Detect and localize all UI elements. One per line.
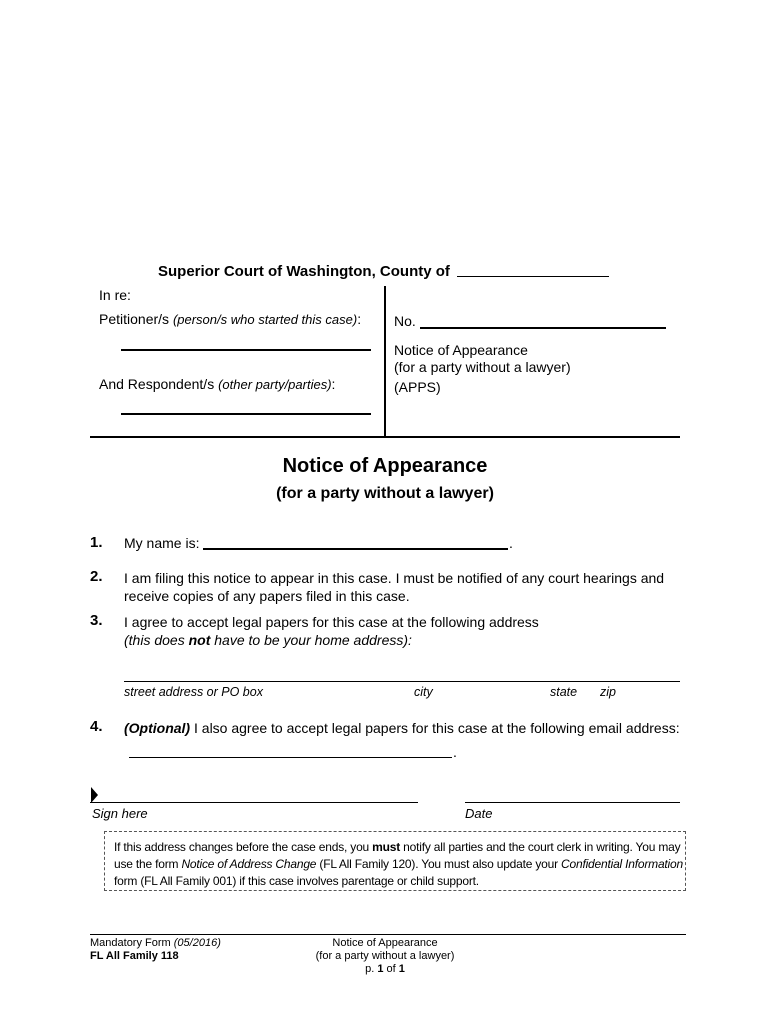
name-field[interactable] <box>203 548 508 550</box>
optional-label: (Optional) <box>124 720 191 736</box>
doc-code: (APPS) <box>394 379 441 395</box>
address-street-label: street address or PO box <box>124 685 263 699</box>
case-number-field[interactable] <box>420 327 666 329</box>
name-period: . <box>509 535 513 551</box>
sign-here-label: Sign here <box>92 806 148 821</box>
petitioner-name-field[interactable] <box>121 349 371 351</box>
address-zip-label: zip <box>600 685 616 699</box>
item-3-number: 3. <box>90 612 103 629</box>
petitioner-label: Petitioner/s (person/s who started this case): <box>99 311 362 327</box>
footer-left: Mandatory Form (05/2016) FL All Family 118 <box>90 937 221 962</box>
case-no-label: No. <box>394 313 416 329</box>
in-re-label: In re: <box>99 287 131 303</box>
page-title: Notice of Appearance <box>282 455 488 477</box>
email-statement: (Optional) I also agree to accept legal papers for this case at the following email address: <box>124 720 680 736</box>
petitioner-hint: (person/s who started this case) <box>172 312 358 327</box>
address-field[interactable] <box>124 681 680 682</box>
caption-rule <box>90 436 680 438</box>
item-2-number: 2. <box>90 568 103 585</box>
court-header <box>158 262 609 280</box>
county-field[interactable] <box>457 262 609 277</box>
email-field[interactable] <box>129 757 452 758</box>
date-field[interactable] <box>465 802 680 803</box>
name-label: My name is: <box>124 535 200 551</box>
form-id: FL All Family 118 <box>90 950 179 962</box>
page-subtitle: (for a party without a lawyer) <box>276 485 494 502</box>
respondent-hint: (other party/parties) <box>218 377 332 392</box>
caption-divider <box>384 286 386 438</box>
footer-rule <box>90 934 686 935</box>
email-period: . <box>453 744 457 760</box>
item-4-number: 4. <box>90 718 103 735</box>
doc-title-2: (for a party without a lawyer) <box>394 359 571 375</box>
date-label: Date <box>465 806 493 821</box>
respondent-name-field[interactable] <box>121 413 371 415</box>
doc-title-1: Notice of Appearance <box>394 342 528 358</box>
address-change-notice: If this address changes before the case ends, you must notify all parties and the court clerk in writing. You may use the form Notice of Address Change (FL All Family 120). You must also update your Confidential Information form (FL All Family 001) if this case involves parentage or child support. <box>104 831 686 891</box>
signature-field[interactable] <box>90 802 418 803</box>
address-state-label: state <box>550 685 578 699</box>
court-title: Superior Court of Washington, County of <box>158 263 450 280</box>
agree-note: (this does not have to be your home address): <box>124 632 412 648</box>
filing-statement: I am filing this notice to appear in this case. I must be notified of any court hearings and receive copies of any papers filed in this case. <box>124 570 665 604</box>
address-city-label: city <box>414 685 433 699</box>
respondent-label: And Respondent/s (other party/parties): <box>99 376 336 392</box>
footer-center: Notice of Appearance (for a party without a lawyer) p. 1 of 1 <box>285 937 485 976</box>
sign-arrow-icon <box>91 787 98 803</box>
page-number: p. 1 of 1 <box>365 963 405 975</box>
item-1-number: 1. <box>90 534 103 551</box>
agree-text: I agree to accept legal papers for this case at the following address <box>124 614 539 630</box>
